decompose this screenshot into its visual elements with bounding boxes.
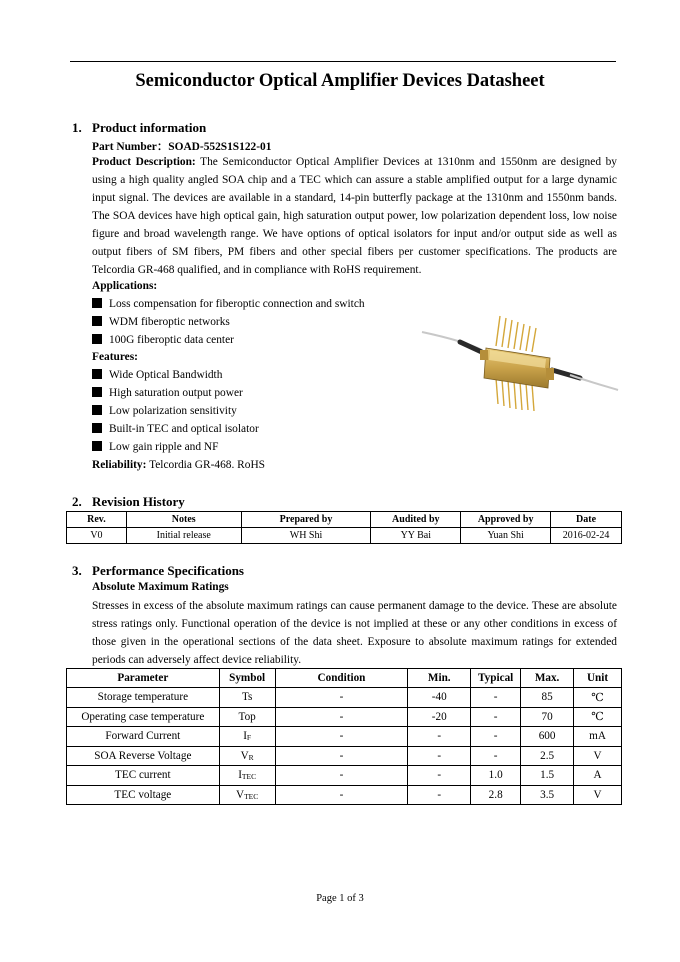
symbol-cell: Ts xyxy=(219,688,275,708)
list-item: WDM fiberoptic networks xyxy=(92,316,230,328)
table-cell: ℃ xyxy=(574,688,622,708)
absolute-max-ratings-table xyxy=(66,668,622,805)
column-header: Parameter xyxy=(67,669,220,688)
table-cell: 2.5 xyxy=(521,746,574,766)
product-description xyxy=(92,153,617,279)
table-row xyxy=(67,528,622,544)
list-item: 100G fiberoptic data center xyxy=(92,334,234,346)
table-row xyxy=(67,766,622,786)
table-cell: 1.5 xyxy=(521,766,574,786)
square-bullet-icon xyxy=(92,369,102,379)
table-row xyxy=(67,688,622,708)
table-cell: 85 xyxy=(521,688,574,708)
part-number-label: Part Number： xyxy=(92,141,169,153)
table-cell: Yuan Shi xyxy=(461,528,551,544)
column-header: Prepared by xyxy=(241,512,371,528)
square-bullet-icon xyxy=(92,405,102,415)
table-cell: Initial release xyxy=(126,528,241,544)
column-header: Condition xyxy=(275,669,408,688)
section-2-heading xyxy=(72,494,185,510)
column-header: Max. xyxy=(521,669,574,688)
table-cell: - xyxy=(471,707,521,727)
param-cell: Storage temperature xyxy=(67,688,220,708)
param-cell: Operating case temperature xyxy=(67,707,220,727)
section-number: 3. xyxy=(72,563,82,578)
table-cell: - xyxy=(408,727,471,747)
document-title: Semiconductor Optical Amplifier Devices Datasheet xyxy=(135,71,545,91)
part-number-line xyxy=(92,138,271,154)
table-cell: - xyxy=(408,746,471,766)
list-item: High saturation output power xyxy=(92,387,243,399)
table-cell: - xyxy=(471,727,521,747)
table-cell: - xyxy=(275,688,408,708)
table-cell: 70 xyxy=(521,707,574,727)
table-cell: - xyxy=(471,746,521,766)
column-header: Audited by xyxy=(371,512,461,528)
table-cell: -20 xyxy=(408,707,471,727)
table-cell: - xyxy=(275,707,408,727)
table-row xyxy=(67,727,622,747)
section-1-heading xyxy=(72,120,206,136)
column-header: Notes xyxy=(126,512,241,528)
section-number: 2. xyxy=(72,494,82,509)
list-item: Loss compensation for fiberoptic connection and switch xyxy=(92,298,365,310)
subheading-absolute-max: Absolute Maximum Ratings xyxy=(92,581,229,593)
table-cell: - xyxy=(408,785,471,805)
list-item: Built-in TEC and optical isolator xyxy=(92,423,259,435)
list-item: Low polarization sensitivity xyxy=(92,405,237,417)
column-header: Typical xyxy=(471,669,521,688)
reliability-label: Reliability: xyxy=(92,459,147,471)
column-header: Rev. xyxy=(67,512,127,528)
column-header: Symbol xyxy=(219,669,275,688)
reliability-line xyxy=(92,459,265,471)
symbol-cell: $I_{TEC}$ xyxy=(219,766,275,786)
section-3-heading xyxy=(72,563,244,579)
section-title: Performance Specifications xyxy=(92,563,244,578)
table-cell: ℃ xyxy=(574,707,622,727)
table-cell: V xyxy=(574,746,622,766)
table-cell: A xyxy=(574,766,622,786)
table-row xyxy=(67,707,622,727)
symbol-cell: $V_R$ xyxy=(219,746,275,766)
square-bullet-icon xyxy=(92,423,102,433)
butterfly-package-image xyxy=(420,312,620,412)
table-cell: - xyxy=(275,785,408,805)
table-cell: 2.8 xyxy=(471,785,521,805)
features-label: Features: xyxy=(92,351,138,363)
square-bullet-icon xyxy=(92,298,102,308)
symbol-cell: $I_F$ xyxy=(219,727,275,747)
reliability-value: Telcordia GR-468. RoHS xyxy=(146,459,266,471)
list-item: Low gain ripple and NF xyxy=(92,441,218,453)
section-title: Product information xyxy=(92,120,207,135)
table-cell: - xyxy=(408,766,471,786)
absolute-max-intro: Stresses in excess of the absolute maximum ratings can cause permanent damage to the device. These are absolute stress ratings only. Functional operation of the device is not implied at these or any other conditions in excess of those given in the operational sections of the data sheet. Exposure to absolute maximum ratings for extended periods can adversely affect device reliability. xyxy=(92,600,617,666)
list-item: Wide Optical Bandwidth xyxy=(92,369,222,381)
table-cell: 600 xyxy=(521,727,574,747)
table-cell: V xyxy=(574,785,622,805)
table-row xyxy=(67,746,622,766)
table-cell: 2016-02-24 xyxy=(551,528,622,544)
table-cell: 1.0 xyxy=(471,766,521,786)
table-cell: - xyxy=(275,766,408,786)
section-title: Revision History xyxy=(92,494,185,509)
table-cell: -40 xyxy=(408,688,471,708)
column-header: Min. xyxy=(408,669,471,688)
section-number: 1. xyxy=(72,120,82,135)
page-footer: Page 1 of 3 xyxy=(316,893,364,904)
table-cell: - xyxy=(275,727,408,747)
param-cell: Forward Current xyxy=(67,727,220,747)
param-cell: TEC voltage xyxy=(67,785,220,805)
revision-history-table xyxy=(66,511,622,544)
square-bullet-icon xyxy=(92,387,102,397)
table-cell: mA xyxy=(574,727,622,747)
description-label: Product Description: xyxy=(92,156,196,168)
table-row xyxy=(67,785,622,805)
square-bullet-icon xyxy=(92,441,102,451)
column-header: Approved by xyxy=(461,512,551,528)
column-header: Date xyxy=(551,512,622,528)
table-cell: 3.5 xyxy=(521,785,574,805)
table-cell: V0 xyxy=(67,528,127,544)
part-number-value: SOAD-552S1S122-01 xyxy=(168,141,272,153)
description-text: The Semiconductor Optical Amplifier Devices at 1310nm and 1550nm are designed by using a high quality angled SOA chip and a TEC which can assure a stable amplified output for a large dynamic input signal. The devices are available in a standard, 14-pin butterfly package at the 1310nm and 1550nm bands. The SOA devices have high optical gain, high saturation output power, low polarization dependent loss, low noise figure and broad wavelength range. We have options of optical isolators for input and/or output side as well as output fibers of SM fibers, PM fibers and other special fibers per customer specifications. The products are Telcordia GR-468 qualified, and in compliance with RoHS requirement. xyxy=(92,156,617,276)
column-header: Unit xyxy=(574,669,622,688)
square-bullet-icon xyxy=(92,334,102,344)
table-cell: WH Shi xyxy=(241,528,371,544)
table-cell: YY Bai xyxy=(371,528,461,544)
table-cell: - xyxy=(471,688,521,708)
param-cell: TEC current xyxy=(67,766,220,786)
top-rule xyxy=(70,61,616,62)
symbol-cell: $V_{TEC}$ xyxy=(219,785,275,805)
table-header-row xyxy=(67,512,622,528)
param-cell: SOA Reverse Voltage xyxy=(67,746,220,766)
square-bullet-icon xyxy=(92,316,102,326)
applications-label: Applications: xyxy=(92,280,158,292)
symbol-cell: Top xyxy=(219,707,275,727)
table-cell: - xyxy=(275,746,408,766)
table-header-row xyxy=(67,669,622,688)
